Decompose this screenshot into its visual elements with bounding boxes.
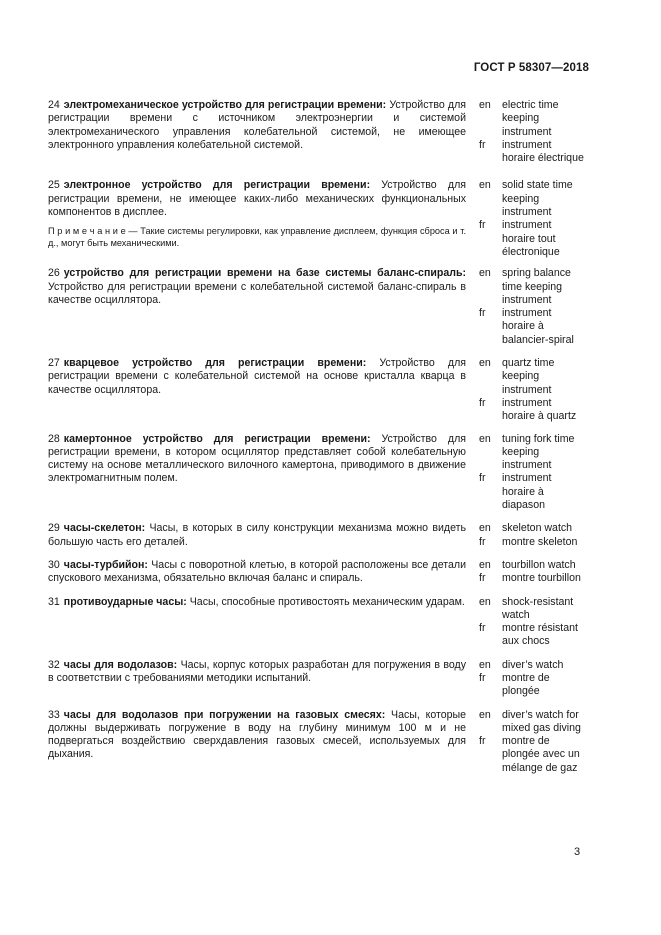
- page-number: 3: [574, 846, 581, 858]
- lang-code-en: en: [479, 558, 491, 571]
- term-entry-32: [48, 659, 588, 699]
- term-ru: устройство для регистрации времени на базе системы баланс-спираль:: [63, 267, 466, 280]
- lang-code-fr: fr: [479, 735, 486, 748]
- note: П р и м е ч а н и е — Такие системы регулировки, как управление дисплеем, функция сброса и т. д., могут быть механическими.: [48, 226, 466, 249]
- term-entry-24: [48, 99, 588, 165]
- definition-text: Устройство для регистрации времени с источником электроэнергии и системой электромеханического управления колебательной системой, не имеющее электронного управления колебательной системой.: [48, 99, 466, 151]
- term-entry-28: [48, 433, 588, 513]
- term-en: solid state time keeping instrument: [502, 179, 573, 219]
- definition: [48, 522, 466, 549]
- term-fr: instrument horaire à balancier-spiral: [502, 307, 574, 346]
- lang-code-en: en: [479, 99, 491, 111]
- term-fr: montre de plongée avec un mélange de gaz: [502, 735, 580, 774]
- term-en-row: [479, 709, 587, 736]
- definition: [48, 357, 466, 397]
- lang-code-fr: fr: [479, 472, 486, 485]
- term-fr-row: [479, 572, 587, 585]
- document-designation: ГОСТ Р 58307—2018: [473, 62, 589, 74]
- term-fr-row: [479, 397, 587, 424]
- foreign-equivalents: [479, 659, 587, 699]
- term-fr: instrument horaire à diapason: [502, 472, 552, 512]
- definition-text: Часы, способные противостоять механическим ударам.: [189, 595, 465, 608]
- definition: [48, 709, 466, 762]
- term-en-row: [479, 433, 587, 473]
- definition: [48, 179, 466, 249]
- definition: [48, 596, 466, 609]
- definition-text: Часы с поворотной клетью, в которой расположены все детали спускового механизма, обязательно включая баланс и спираль.: [48, 558, 466, 585]
- term-en: tuning fork time keeping instrument: [502, 432, 575, 472]
- term-en: spring balance time keeping instrument: [502, 267, 571, 306]
- term-en-row: [479, 267, 587, 307]
- lang-code-fr: fr: [479, 535, 486, 548]
- lang-code-fr: fr: [479, 622, 486, 635]
- term-fr-row: [479, 139, 587, 166]
- definition: [48, 99, 466, 152]
- definition-text: Устройство для регистрации времени, не имеющее каких-либо механических функциональных компонентов в дисплее.: [48, 179, 466, 219]
- definition: [48, 559, 466, 586]
- term-entry-33: [48, 709, 588, 775]
- term-ru: часы для водолазов:: [63, 658, 178, 671]
- lang-code-en: en: [479, 432, 491, 445]
- entry-number: 30: [48, 558, 60, 571]
- term-ru: электронное устройство для регистрации времени:: [63, 179, 371, 192]
- entry-number: 26: [48, 267, 60, 280]
- lang-code-fr: fr: [479, 671, 486, 684]
- definition-text: Устройство для регистрации времени, в котором осциллятор представляет собой колебательную систему на основе металлического вилочного камертона, приводимого в движение электромагнитным полем.: [48, 432, 466, 485]
- entry-number: 27: [48, 357, 60, 370]
- foreign-equivalents: [479, 357, 587, 423]
- term-fr: montre résistant aux chocs: [502, 622, 578, 648]
- term-entry-26: [48, 267, 588, 347]
- term-fr: instrument horaire tout électronique: [502, 219, 560, 258]
- definition: [48, 433, 466, 486]
- lang-code-en: en: [479, 267, 491, 280]
- term-fr: montre de plongée: [502, 671, 550, 698]
- term-ru: электромеханическое устройство для регистрации времени:: [63, 99, 387, 111]
- term-en-row: [479, 596, 587, 623]
- term-entry-25: [48, 179, 588, 259]
- definition-text: Устройство для регистрации времени с колебательной системой баланс-спираль в качестве осциллятора.: [48, 280, 466, 306]
- foreign-equivalents: [479, 433, 587, 513]
- term-en: quartz time keeping instrument: [502, 357, 555, 396]
- lang-code-en: en: [479, 179, 491, 192]
- foreign-equivalents: [479, 267, 587, 347]
- term-fr: instrument horaire à quartz: [502, 396, 577, 423]
- term-en: electric time keeping instrument: [502, 99, 559, 138]
- entry-number: 32: [48, 658, 60, 671]
- term-fr-row: [479, 672, 587, 699]
- foreign-equivalents: [479, 522, 587, 549]
- definition-text: Часы, корпус которых разработан для погружения в воду в соответствии с требованиями методики испытаний.: [48, 658, 467, 684]
- lang-code-fr: fr: [479, 396, 486, 409]
- term-en-row: [479, 559, 587, 572]
- term-fr-row: [479, 472, 587, 512]
- term-entry-29: [48, 522, 588, 549]
- lang-code-fr: fr: [479, 307, 486, 320]
- term-fr-row: [479, 536, 587, 549]
- term-ru: часы для водолазов при погружении на газовых смесях:: [63, 708, 386, 721]
- entry-number: 29: [48, 522, 60, 535]
- definition: [48, 267, 466, 307]
- definition-text: Часы, которые должны выдерживать погружение в воду на глубину минимум 100 м и не подвергаться воздействию сверхдавления газовых смесей, используемых для дыхания.: [48, 708, 467, 761]
- term-entry-31: [48, 596, 588, 649]
- foreign-equivalents: [479, 179, 587, 259]
- term-en-row: [479, 99, 587, 139]
- lang-code-fr: fr: [479, 572, 486, 585]
- foreign-equivalents: [479, 709, 587, 775]
- term-entry-30: [48, 559, 588, 586]
- lang-code-en: en: [479, 595, 491, 608]
- lang-code-en: en: [479, 658, 491, 671]
- term-en: shock-resistant watch: [502, 595, 574, 621]
- term-fr: montre tourbillon: [502, 572, 581, 585]
- entry-number: 24: [48, 99, 60, 111]
- term-en-row: [479, 179, 587, 219]
- lang-code-en: en: [479, 708, 491, 721]
- foreign-equivalents: [479, 596, 587, 649]
- lang-code-en: en: [479, 357, 491, 370]
- lang-code-fr: fr: [479, 219, 486, 232]
- term-ru: часы-турбийон:: [63, 558, 148, 571]
- definition-text: Устройство для регистрации времени с колебательной системой на основе кристалла кварца в качестве осциллятора.: [48, 357, 466, 396]
- term-fr-row: [479, 219, 587, 259]
- term-entry-27: [48, 357, 588, 423]
- term-fr-row: [479, 735, 587, 775]
- lang-code-fr: fr: [479, 138, 486, 151]
- definition: [48, 659, 466, 686]
- term-ru: кварцевое устройство для регистрации времени:: [63, 357, 367, 370]
- term-ru: противоударные часы:: [63, 595, 187, 608]
- term-en: skeleton watch: [502, 522, 573, 535]
- definition-text: Часы, в которых в силу конструкции механизма можно видеть большую часть его деталей.: [48, 522, 466, 548]
- term-fr-row: [479, 307, 587, 347]
- term-en: diver’s watch: [502, 658, 564, 671]
- entry-number: 31: [48, 595, 60, 608]
- term-en-row: [479, 522, 587, 535]
- term-list: [48, 99, 588, 775]
- term-en-row: [479, 659, 587, 672]
- foreign-equivalents: [479, 559, 587, 586]
- entry-number: 33: [48, 708, 60, 721]
- lang-code-en: en: [479, 522, 491, 535]
- term-en-row: [479, 357, 587, 397]
- term-ru: часы-скелетон:: [63, 522, 146, 535]
- term-en: diver’s watch for mixed gas diving: [502, 708, 581, 734]
- term-fr: montre skeleton: [502, 535, 578, 548]
- term-fr-row: [479, 622, 587, 649]
- foreign-equivalents: [479, 99, 587, 165]
- term-fr: instrument horaire électrique: [502, 138, 584, 165]
- entry-number: 28: [48, 432, 60, 445]
- entry-number: 25: [48, 179, 60, 192]
- term-en: tourbillon watch: [502, 558, 576, 571]
- term-ru: камертонное устройство для регистрации времени:: [63, 432, 371, 445]
